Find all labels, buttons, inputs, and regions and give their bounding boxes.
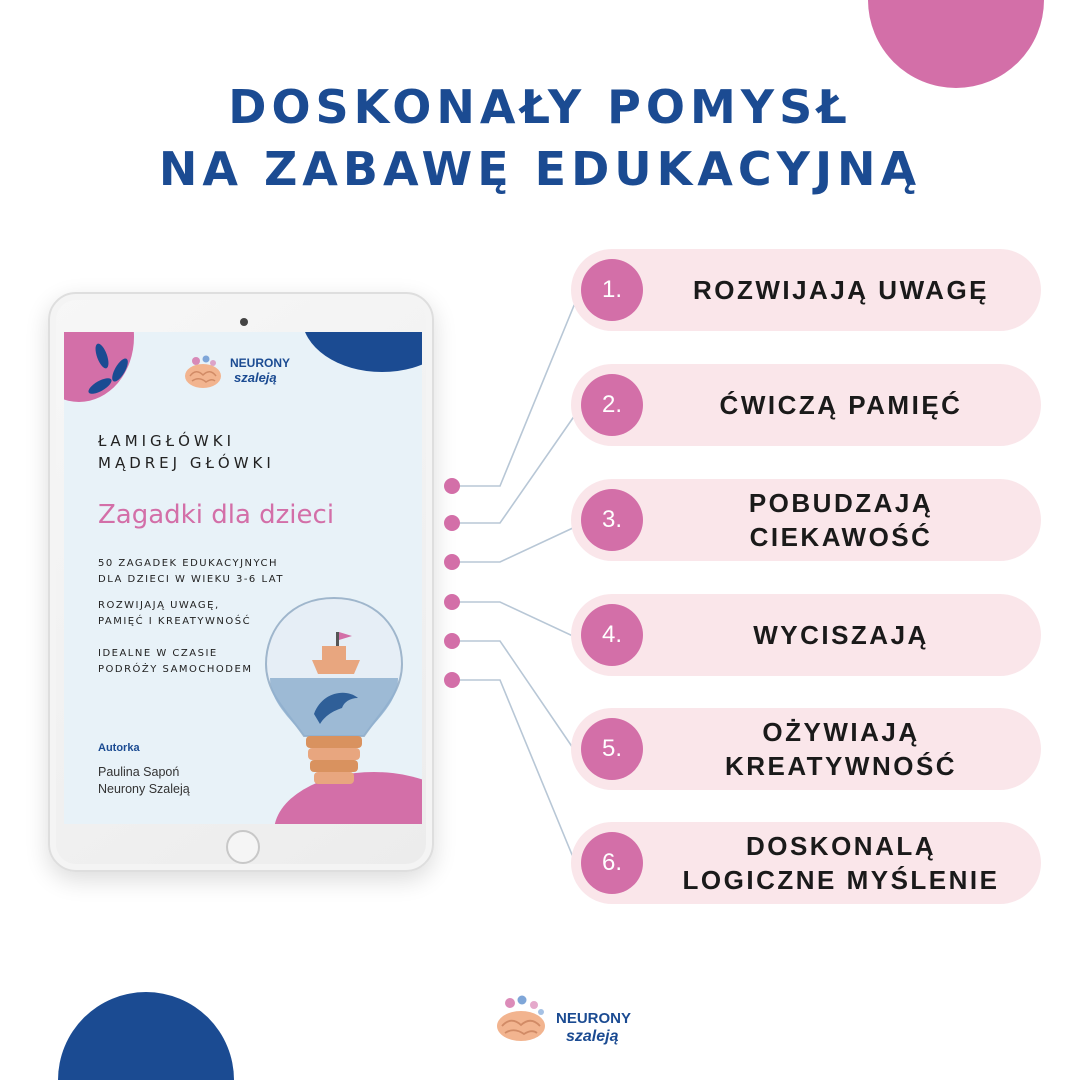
- benefit-item-4: [571, 594, 1041, 676]
- cover-description-1-line-2: DLA DZIECI W WIEKU 3-6 LAT: [98, 574, 284, 585]
- connector-dot-4: [444, 594, 460, 610]
- cover-author-name: Paulina Sapoń: [98, 765, 180, 779]
- benefit-label: [651, 249, 1031, 331]
- benefit-number-badge: 5.: [581, 718, 643, 780]
- cover-description-3-line-1: IDEALNE W CZASIE: [98, 648, 218, 659]
- connector-dot-3: [444, 554, 460, 570]
- benefit-label: [651, 822, 1031, 904]
- brain-icon: [494, 994, 550, 1044]
- benefit-item-6: [571, 822, 1041, 904]
- benefit-item-5: [571, 708, 1041, 790]
- benefit-label-line-2: LOGICZNE MYŚLENIE: [682, 865, 1000, 895]
- benefit-label-line-2: CIEKAWOŚĆ: [749, 522, 933, 552]
- benefit-label: [651, 594, 1031, 676]
- cover-title-line-2: MĄDREJ GŁÓWKI: [98, 454, 275, 472]
- benefit-item-3: [571, 479, 1041, 561]
- benefit-label: [651, 364, 1031, 446]
- benefit-label-line-1: WYCISZAJĄ: [753, 620, 929, 650]
- benefit-label-line-1: ROZWIJAJĄ UWAGĘ: [692, 275, 990, 305]
- cover-logo-text-bottom: szaleją: [234, 370, 277, 385]
- benefit-number-badge: 4.: [581, 604, 643, 666]
- footer-logo-text-top: NEURONY: [556, 1010, 632, 1027]
- benefit-number-badge: 3.: [581, 489, 643, 551]
- cover-description-2-line-2: PAMIĘĆ I KREATYWNOŚĆ: [98, 616, 252, 627]
- footer-logo: [494, 988, 654, 1052]
- connector-dot-6: [444, 672, 460, 688]
- cover-description-1-line-1: 50 ZAGADEK EDUKACYJNYCH: [98, 558, 279, 569]
- benefit-number-badge: 2.: [581, 374, 643, 436]
- benefit-item-1: [571, 249, 1041, 331]
- cover-title-line-1: ŁAMIGŁÓWKI: [98, 432, 236, 450]
- footer-logo-text-bottom: szaleją: [566, 1028, 619, 1045]
- cover-description-3-line-2: PODRÓŻY SAMOCHODEM: [98, 664, 253, 675]
- benefit-item-2: [571, 364, 1041, 446]
- cover-logo-text-top: NEURONY: [230, 356, 291, 370]
- benefit-label: [651, 479, 1031, 561]
- benefit-label-line-1: OŻYWIAJĄ: [762, 717, 920, 747]
- cover-description-2-line-1: ROZWIJAJĄ UWAGĘ,: [98, 600, 220, 611]
- headline-line-2: NA ZABAWĘ EDUKACYJNĄ: [158, 142, 922, 196]
- benefit-label: [651, 708, 1031, 790]
- cover-author-org: Neurony Szaleją: [98, 782, 190, 796]
- benefit-number-badge: 1.: [581, 259, 643, 321]
- cover-author-label: Autorka: [98, 742, 140, 754]
- benefit-label-line-1: DOSKONALĄ: [745, 831, 937, 861]
- headline-line-1: DOSKONAŁY POMYSŁ: [228, 80, 852, 134]
- benefit-label-line-2: KREATYWNOŚĆ: [724, 751, 958, 781]
- benefit-label-line-1: ĆWICZĄ PAMIĘĆ: [719, 390, 963, 420]
- benefit-label-line-1: POBUDZAJĄ: [748, 488, 934, 518]
- benefit-number-badge: 6.: [581, 832, 643, 894]
- connector-dot-5: [444, 633, 460, 649]
- connector-dot-1: [444, 478, 460, 494]
- connector-dot-2: [444, 515, 460, 531]
- cover-subtitle: Zagadki dla dzieci: [98, 500, 335, 530]
